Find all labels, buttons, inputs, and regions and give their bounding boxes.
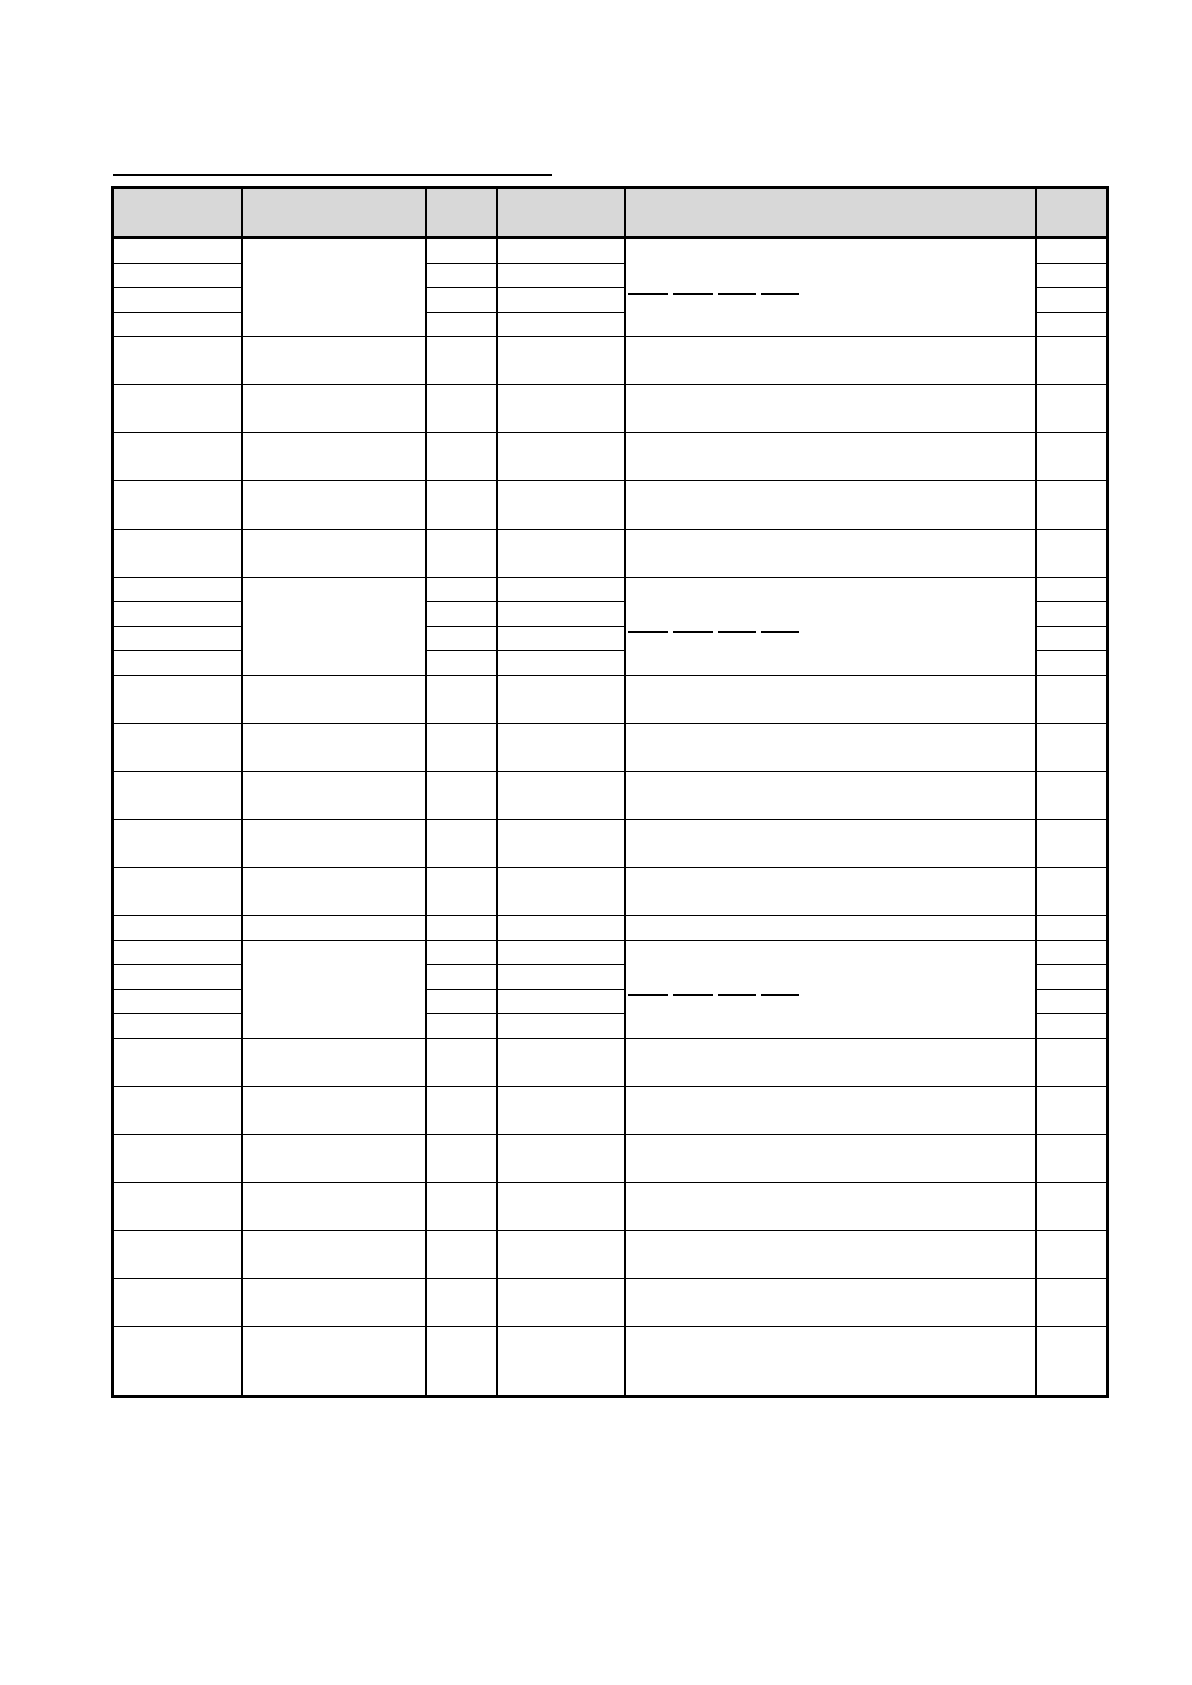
cell-col-6 bbox=[1036, 263, 1108, 288]
cell-col-6 bbox=[1036, 337, 1108, 385]
timing-cell bbox=[625, 940, 1036, 1038]
cell-col-6 bbox=[1036, 1135, 1108, 1183]
cell-col-3 bbox=[426, 675, 497, 723]
cell-col-6 bbox=[1036, 651, 1108, 676]
header-cell-3 bbox=[426, 188, 497, 238]
table-row bbox=[113, 1183, 1108, 1231]
cell-col-5 bbox=[625, 1135, 1036, 1183]
cell-col-4 bbox=[497, 1231, 625, 1279]
cell-col-5 bbox=[625, 771, 1036, 819]
cell-col-4 bbox=[497, 651, 625, 676]
cell-col-4 bbox=[497, 820, 625, 868]
cell-col-6 bbox=[1036, 868, 1108, 916]
cell-col-4 bbox=[497, 771, 625, 819]
cell-col-2 bbox=[242, 1183, 426, 1231]
cell-col-3 bbox=[426, 1135, 497, 1183]
cell-col-1 bbox=[113, 940, 242, 965]
cell-col-2 bbox=[242, 868, 426, 916]
table-row bbox=[113, 433, 1108, 481]
cell-col-3 bbox=[426, 916, 497, 941]
cell-col-3 bbox=[426, 626, 497, 651]
cell-col-4 bbox=[497, 1135, 625, 1183]
cell-col-4 bbox=[497, 989, 625, 1014]
cell-col-3 bbox=[426, 577, 497, 602]
cell-col-6 bbox=[1036, 385, 1108, 433]
cell-col-6 bbox=[1036, 577, 1108, 602]
table-header-row bbox=[113, 188, 1108, 238]
cell-col-1 bbox=[113, 263, 242, 288]
cell-col-5 bbox=[625, 723, 1036, 771]
cell-col-5 bbox=[625, 1038, 1036, 1086]
cell-col-6 bbox=[1036, 238, 1108, 264]
cell-col-2 bbox=[242, 820, 426, 868]
cell-col-5 bbox=[625, 916, 1036, 941]
cell-col-4 bbox=[497, 1014, 625, 1039]
cell-col-4 bbox=[497, 481, 625, 529]
cell-col-1 bbox=[113, 337, 242, 385]
table-row bbox=[113, 577, 1108, 602]
cell-col-1 bbox=[113, 577, 242, 602]
cell-col-6 bbox=[1036, 1327, 1108, 1397]
cell-col-3 bbox=[426, 771, 497, 819]
cell-col-3 bbox=[426, 312, 497, 337]
cell-col-5 bbox=[625, 529, 1036, 577]
cell-col-4 bbox=[497, 675, 625, 723]
cell-col-4 bbox=[497, 1279, 625, 1327]
cell-col-3 bbox=[426, 337, 497, 385]
cell-col-4 bbox=[497, 1327, 625, 1397]
table-row bbox=[113, 1327, 1108, 1397]
table-row bbox=[113, 723, 1108, 771]
cell-col-6 bbox=[1036, 1086, 1108, 1134]
cell-col-5 bbox=[625, 433, 1036, 481]
cell-col-2 bbox=[242, 1135, 426, 1183]
cell-col-5 bbox=[625, 1183, 1036, 1231]
table-row bbox=[113, 1038, 1108, 1086]
cell-col-1 bbox=[113, 1135, 242, 1183]
cell-col-5 bbox=[625, 385, 1036, 433]
cell-col-1 bbox=[113, 723, 242, 771]
table-row bbox=[113, 337, 1108, 385]
table-row bbox=[113, 385, 1108, 433]
cell-col-4 bbox=[497, 577, 625, 602]
table-row bbox=[113, 529, 1108, 577]
cell-col-6 bbox=[1036, 675, 1108, 723]
cell-col-2 bbox=[242, 1231, 426, 1279]
cell-col-4 bbox=[497, 529, 625, 577]
cell-col-5 bbox=[625, 820, 1036, 868]
cell-col-6 bbox=[1036, 288, 1108, 313]
cell-col-5 bbox=[625, 868, 1036, 916]
cell-col-2 bbox=[242, 529, 426, 577]
cell-col-2 bbox=[242, 723, 426, 771]
cell-col-4 bbox=[497, 238, 625, 264]
cell-col-3 bbox=[426, 989, 497, 1014]
cell-col-3 bbox=[426, 263, 497, 288]
cell-col-4 bbox=[497, 626, 625, 651]
cell-col-5 bbox=[625, 481, 1036, 529]
cell-col-1 bbox=[113, 1183, 242, 1231]
cell-col-1 bbox=[113, 989, 242, 1014]
cell-col-3 bbox=[426, 433, 497, 481]
cell-col-6 bbox=[1036, 626, 1108, 651]
cell-col-2 bbox=[242, 771, 426, 819]
cell-col-3 bbox=[426, 1183, 497, 1231]
cell-col-1 bbox=[113, 1327, 242, 1397]
cell-col-1 bbox=[113, 385, 242, 433]
merged-cell-col-2 bbox=[242, 577, 426, 675]
merged-cell-col-2 bbox=[242, 238, 426, 337]
cell-col-1 bbox=[113, 651, 242, 676]
cell-col-1 bbox=[113, 820, 242, 868]
cell-col-5 bbox=[625, 1327, 1036, 1397]
timing-waveform bbox=[626, 579, 1037, 673]
cell-col-4 bbox=[497, 940, 625, 965]
cell-col-1 bbox=[113, 771, 242, 819]
cell-col-2 bbox=[242, 433, 426, 481]
cell-col-6 bbox=[1036, 940, 1108, 965]
table-body bbox=[113, 238, 1108, 1397]
cell-col-3 bbox=[426, 288, 497, 313]
cell-col-3 bbox=[426, 1279, 497, 1327]
cell-col-5 bbox=[625, 675, 1036, 723]
cell-col-6 bbox=[1036, 820, 1108, 868]
timing-waveform bbox=[626, 241, 1037, 335]
cell-col-3 bbox=[426, 529, 497, 577]
cell-col-6 bbox=[1036, 1038, 1108, 1086]
timing-cell bbox=[625, 238, 1036, 337]
cell-col-4 bbox=[497, 1086, 625, 1134]
header-cell-1 bbox=[113, 188, 242, 238]
table-row bbox=[113, 820, 1108, 868]
cell-col-3 bbox=[426, 651, 497, 676]
cell-col-1 bbox=[113, 675, 242, 723]
cell-col-1 bbox=[113, 238, 242, 264]
cell-col-3 bbox=[426, 723, 497, 771]
cell-col-4 bbox=[497, 1038, 625, 1086]
cell-col-3 bbox=[426, 481, 497, 529]
cell-col-3 bbox=[426, 1231, 497, 1279]
cell-col-1 bbox=[113, 1038, 242, 1086]
cell-col-1 bbox=[113, 433, 242, 481]
cell-col-6 bbox=[1036, 1183, 1108, 1231]
cell-col-6 bbox=[1036, 602, 1108, 627]
cell-col-3 bbox=[426, 868, 497, 916]
cell-col-3 bbox=[426, 1327, 497, 1397]
table-row bbox=[113, 675, 1108, 723]
cell-col-1 bbox=[113, 868, 242, 916]
cell-col-1 bbox=[113, 1014, 242, 1039]
cell-col-1 bbox=[113, 481, 242, 529]
table-row bbox=[113, 481, 1108, 529]
cell-col-4 bbox=[497, 433, 625, 481]
cell-col-2 bbox=[242, 1327, 426, 1397]
cell-col-2 bbox=[242, 481, 426, 529]
cell-col-5 bbox=[625, 1086, 1036, 1134]
cell-col-6 bbox=[1036, 1279, 1108, 1327]
table-row bbox=[113, 771, 1108, 819]
timing-waveform bbox=[626, 942, 1037, 1036]
cell-col-2 bbox=[242, 675, 426, 723]
table-row bbox=[113, 1231, 1108, 1279]
title-underline bbox=[113, 174, 552, 176]
spec-table bbox=[111, 186, 1109, 1398]
cell-col-4 bbox=[497, 263, 625, 288]
cell-col-1 bbox=[113, 965, 242, 990]
cell-col-2 bbox=[242, 1038, 426, 1086]
cell-col-6 bbox=[1036, 1231, 1108, 1279]
header-cell-4 bbox=[497, 188, 625, 238]
merged-cell-col-2 bbox=[242, 940, 426, 1038]
cell-col-6 bbox=[1036, 481, 1108, 529]
cell-col-4 bbox=[497, 385, 625, 433]
table-row bbox=[113, 1086, 1108, 1134]
cell-col-1 bbox=[113, 288, 242, 313]
cell-col-4 bbox=[497, 312, 625, 337]
cell-col-1 bbox=[113, 626, 242, 651]
cell-col-3 bbox=[426, 820, 497, 868]
cell-col-5 bbox=[625, 337, 1036, 385]
cell-col-3 bbox=[426, 1014, 497, 1039]
cell-col-2 bbox=[242, 337, 426, 385]
cell-col-4 bbox=[497, 868, 625, 916]
cell-col-2 bbox=[242, 1279, 426, 1327]
cell-col-6 bbox=[1036, 1014, 1108, 1039]
table-row bbox=[113, 868, 1108, 916]
table-row bbox=[113, 916, 1108, 941]
cell-col-6 bbox=[1036, 771, 1108, 819]
table-row bbox=[113, 238, 1108, 264]
cell-col-4 bbox=[497, 916, 625, 941]
cell-col-3 bbox=[426, 1086, 497, 1134]
cell-col-2 bbox=[242, 1086, 426, 1134]
cell-col-6 bbox=[1036, 916, 1108, 941]
header-cell-2 bbox=[242, 188, 426, 238]
cell-col-4 bbox=[497, 1183, 625, 1231]
timing-cell bbox=[625, 577, 1036, 675]
cell-col-6 bbox=[1036, 965, 1108, 990]
table-row bbox=[113, 940, 1108, 965]
cell-col-4 bbox=[497, 723, 625, 771]
cell-col-3 bbox=[426, 385, 497, 433]
cell-col-4 bbox=[497, 337, 625, 385]
cell-col-1 bbox=[113, 1231, 242, 1279]
header-cell-6 bbox=[1036, 188, 1108, 238]
cell-col-5 bbox=[625, 1231, 1036, 1279]
header-cell-5 bbox=[625, 188, 1036, 238]
cell-col-2 bbox=[242, 385, 426, 433]
cell-col-3 bbox=[426, 602, 497, 627]
cell-col-4 bbox=[497, 288, 625, 313]
table-row bbox=[113, 1135, 1108, 1183]
cell-col-6 bbox=[1036, 989, 1108, 1014]
cell-col-1 bbox=[113, 602, 242, 627]
cell-col-6 bbox=[1036, 433, 1108, 481]
table-row bbox=[113, 1279, 1108, 1327]
cell-col-4 bbox=[497, 602, 625, 627]
cell-col-4 bbox=[497, 965, 625, 990]
cell-col-1 bbox=[113, 529, 242, 577]
cell-col-1 bbox=[113, 1279, 242, 1327]
cell-col-6 bbox=[1036, 312, 1108, 337]
cell-col-3 bbox=[426, 238, 497, 264]
cell-col-6 bbox=[1036, 529, 1108, 577]
cell-col-3 bbox=[426, 965, 497, 990]
cell-col-3 bbox=[426, 940, 497, 965]
cell-col-1 bbox=[113, 916, 242, 941]
cell-col-6 bbox=[1036, 723, 1108, 771]
cell-col-1 bbox=[113, 312, 242, 337]
cell-col-2 bbox=[242, 916, 426, 941]
cell-col-3 bbox=[426, 1038, 497, 1086]
cell-col-1 bbox=[113, 1086, 242, 1134]
cell-col-5 bbox=[625, 1279, 1036, 1327]
